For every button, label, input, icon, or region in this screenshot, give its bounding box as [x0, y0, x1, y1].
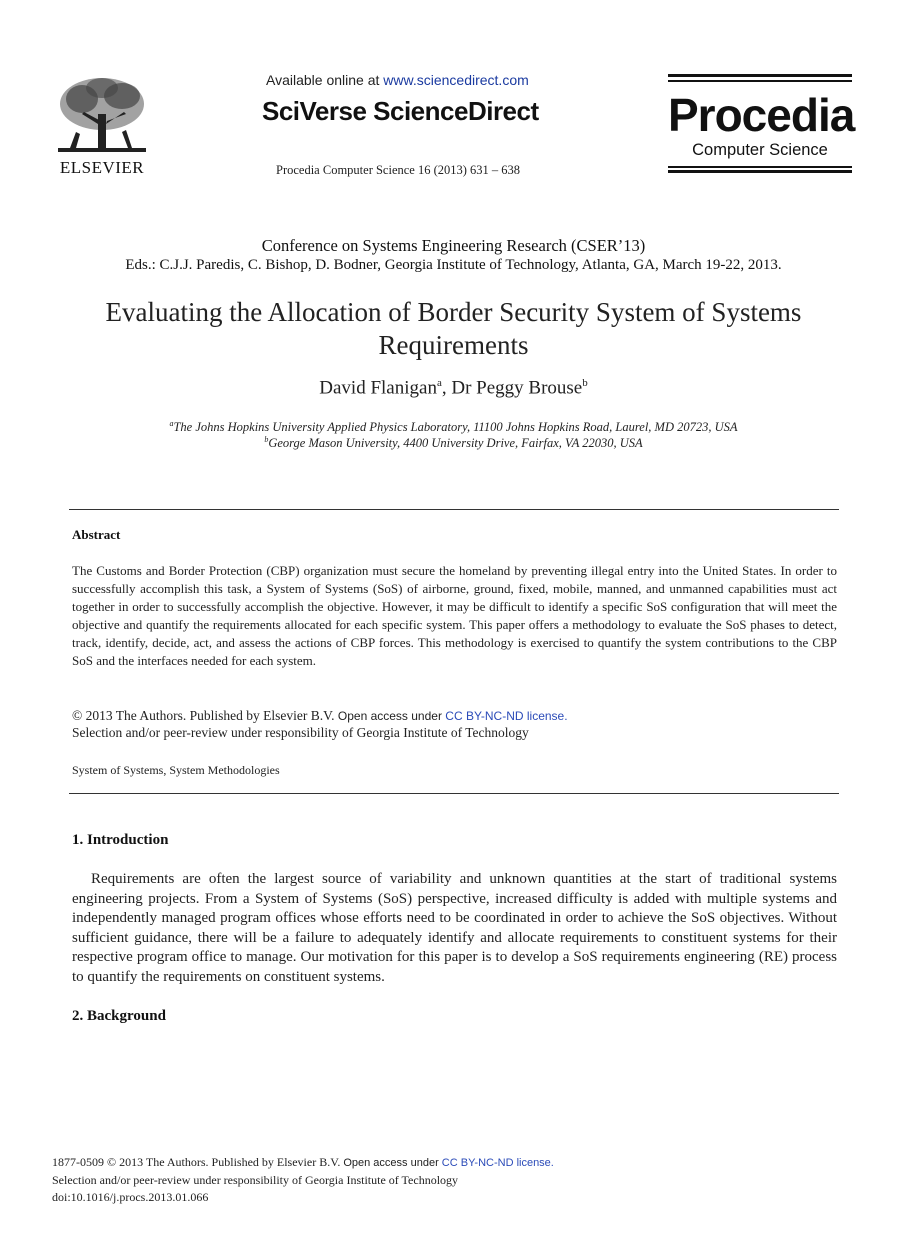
footer-open-access-text: Open access under: [343, 1157, 442, 1169]
paper-title: [0, 296, 907, 362]
footer-copyright: [52, 1154, 554, 1172]
abstract-bottom-divider: [69, 793, 839, 794]
procedia-subtitle: Computer Science: [692, 141, 828, 159]
page-footer: [52, 1154, 554, 1206]
copyright-line: [72, 707, 568, 725]
procedia-top-rule: [668, 74, 852, 77]
footer-copyright-text: 1877-0509 © 2013 The Authors. Published by Elsevier B.V.: [52, 1155, 344, 1169]
procedia-bottom-rule-thin: [668, 166, 852, 168]
sciverse-logo-text: SciVerse ScienceDirect: [262, 96, 539, 126]
copyright-text: © 2013 The Authors. Published by Elsevier B.V.: [72, 708, 338, 723]
footer-license-link[interactable]: CC BY-NC-ND license.: [441, 1157, 554, 1169]
open-access-text: Open access under: [337, 709, 446, 723]
section-heading-background: 2. Background: [72, 1008, 166, 1024]
affiliation-a-mark: a: [169, 419, 174, 428]
license-link[interactable]: CC BY-NC-ND license.: [445, 709, 568, 723]
journal-reference: Procedia Computer Science 16 (2013) 631 – 638: [276, 163, 521, 177]
paper-title-line1: Evaluating the Allocation of Border Security System of Systems: [105, 297, 802, 327]
procedia-bottom-rule: [668, 170, 852, 173]
procedia-top-rule-thin: [668, 80, 852, 82]
abstract-body: The Customs and Border Protection (CBP) organization must secure the homeland by preventing illegal entry into the United States. In order to successfully accomplish this task, a System of Systems (SoS) of airborne, ground, fixed, mobile, manned, and unmanned capabilities must act together in order to successfully accomplish the objective. However, it may be difficult to identify a specific SoS configuration that will meet the objective and quantify the requirements allocated for each specific system. This paper offers a methodology to evaluate the SoS phases to detect, track, identify, decide, act, and assess the actions of CBP forces. This methodology is exercised to quantify the system contributions to the CBP SoS and the interfaces needed for each system.: [72, 563, 837, 668]
author-1-affiliation-mark: a: [436, 377, 442, 389]
abstract-top-divider: [69, 509, 839, 510]
procedia-logo: [668, 74, 855, 174]
affiliation-a-text: The Johns Hopkins University Applied Physics Laboratory, 11100 Johns Hopkins Road, Laurel, MD 20723, USA: [173, 420, 738, 435]
sciencedirect-link[interactable]: www.sciencedirect.com: [383, 72, 529, 88]
available-prefix: Available online at: [266, 72, 384, 88]
section-heading-introduction: 1. Introduction: [72, 832, 169, 848]
peer-review-statement: Selection and/or peer-review under responsibility of Georgia Institute of Technology: [72, 725, 529, 740]
author-2-affiliation-mark: b: [582, 377, 588, 389]
author-list: [0, 377, 907, 399]
conference-editors: Eds.: C.J.J. Paredis, C. Bishop, D. Bodner, Georgia Institute of Technology, Atlanta, GA, March 19-22, 2013.: [125, 257, 782, 273]
author-2: Dr Peggy Brouse: [451, 377, 583, 399]
available-online: [266, 72, 529, 88]
author-separator: ,: [441, 377, 452, 399]
affiliation-b: [0, 435, 907, 451]
affiliation-b-mark: b: [264, 435, 269, 444]
affiliation-b-text: George Mason University, 4400 University Drive, Fairfax, VA 22030, USA: [268, 436, 643, 451]
affiliation-a: [0, 419, 907, 435]
conference-name: Conference on Systems Engineering Research (CSER’13): [261, 236, 646, 255]
procedia-title: Procedia: [668, 89, 855, 141]
abstract-heading: Abstract: [72, 527, 121, 542]
keywords: System of Systems, System Methodologies: [72, 763, 280, 777]
introduction-paragraph: Requirements are often the largest source of variability and unknown quantities at the start of traditional systems engineering projects. From a System of Systems (SoS) perspective, increased difficulty is added with multiple systems and independently managed program offices whose efforts need to be coordinated in order to achieve the SoS objectives. Without sufficient guidance, there will be a failure to adequately identify and allocate requirements to constituent systems for their respective program office to manage. Our motivation for this paper is to develop a SoS requirements engineering (RE) process to quantify the requirements on constituent systems.: [72, 871, 837, 985]
publisher-name: ELSEVIER: [59, 158, 145, 177]
paper-title-line2: Requirements: [378, 330, 529, 360]
footer-peer-review: Selection and/or peer-review under responsibility of Georgia Institute of Technology: [52, 1173, 459, 1187]
footer-doi[interactable]: doi:10.1016/j.procs.2013.01.066: [52, 1190, 209, 1204]
author-1: David Flanigan: [319, 377, 437, 399]
